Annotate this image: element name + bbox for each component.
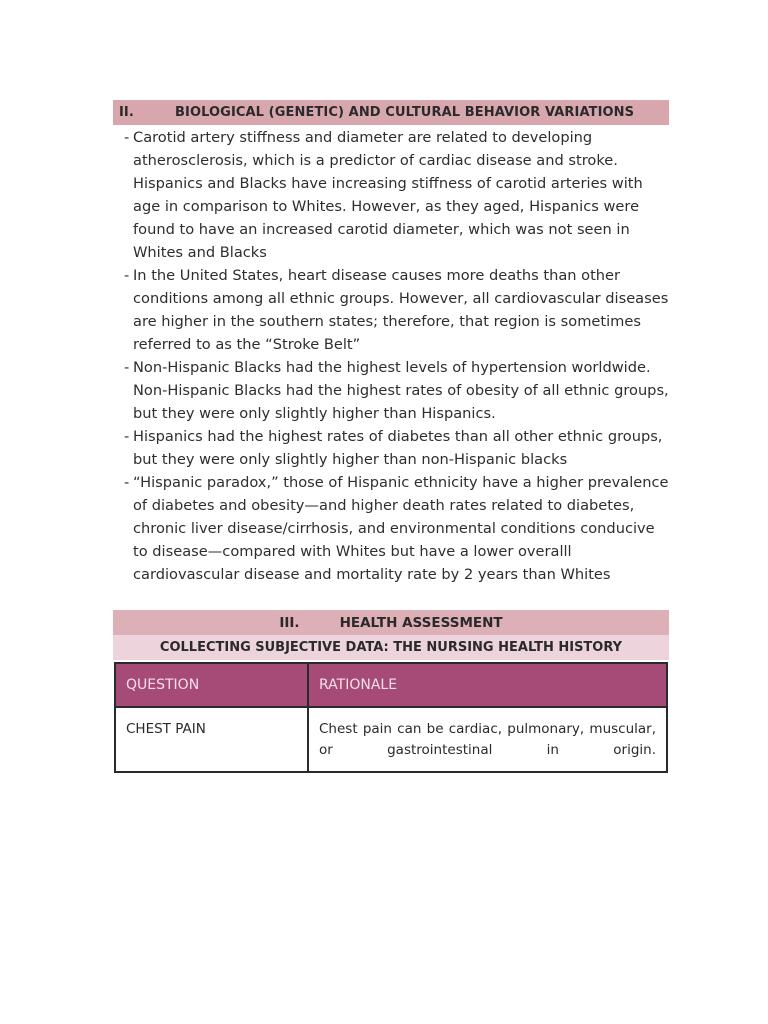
section-3-number: III. <box>279 614 300 631</box>
document-page <box>113 100 669 773</box>
section-3-subtitle: COLLECTING SUBJECTIVE DATA: THE NURSING HEALTH HISTORY <box>113 635 669 660</box>
table-header-row <box>115 663 667 707</box>
section-3-title: HEALTH ASSESSMENT <box>339 614 503 631</box>
table-row <box>115 707 667 772</box>
rationale-cell: Chest pain can be cardiac, pulmonary, muscular, or gastrointestinal in origin. <box>308 707 667 772</box>
bullet-item: - Carotid artery stiffness and diameter are related to developing atherosclerosis, which is a predictor of cardiac disease and stroke. Hispanics and Blacks have increasing stiffness of carotid arteries with age in comparison to Whites. However, as they aged, Hispanics were found to have an increased carotid diameter, which was not seen in Whites and Blacks <box>113 126 669 264</box>
bullet-item: - Hispanics had the highest rates of diabetes than all other ethnic groups, but they were only slightly higher than non-Hispanic blacks <box>113 425 669 471</box>
bullet-item: - “Hispanic paradox,” those of Hispanic ethnicity have a higher prevalence of diabetes and obesity—and higher death rates related to diabetes, chronic liver disease/cirrhosis, and environmental conditions conducive to disease—compared with Whites but have a lower overalll cardiovascular disease and mortality rate by 2 years than Whites <box>113 471 669 586</box>
bullet-item: - Non-Hispanic Blacks had the highest levels of hypertension worldwide. Non-Hispanic Blacks had the highest rates of obesity of all ethnic groups, but they were only slightly higher than Hispanics. <box>113 356 669 425</box>
section-3-header <box>113 610 669 635</box>
bullet-list <box>113 126 669 586</box>
question-cell: CHEST PAIN <box>115 707 308 772</box>
section-2-title: BIOLOGICAL (GENETIC) AND CULTURAL BEHAVIOR VARIATIONS <box>175 105 635 120</box>
section-2-header <box>113 100 669 125</box>
health-history-table <box>114 662 668 773</box>
section-2-body <box>113 125 669 586</box>
column-header-rationale: RATIONALE <box>308 663 667 707</box>
column-header-question: QUESTION <box>115 663 308 707</box>
bullet-item: - In the United States, heart disease causes more deaths than other conditions among all ethnic groups. However, all cardiovascular diseases are higher in the southern states; therefore, that region is sometimes referred to as the “Stroke Belt” <box>113 264 669 356</box>
section-2-number: II. <box>119 105 134 120</box>
